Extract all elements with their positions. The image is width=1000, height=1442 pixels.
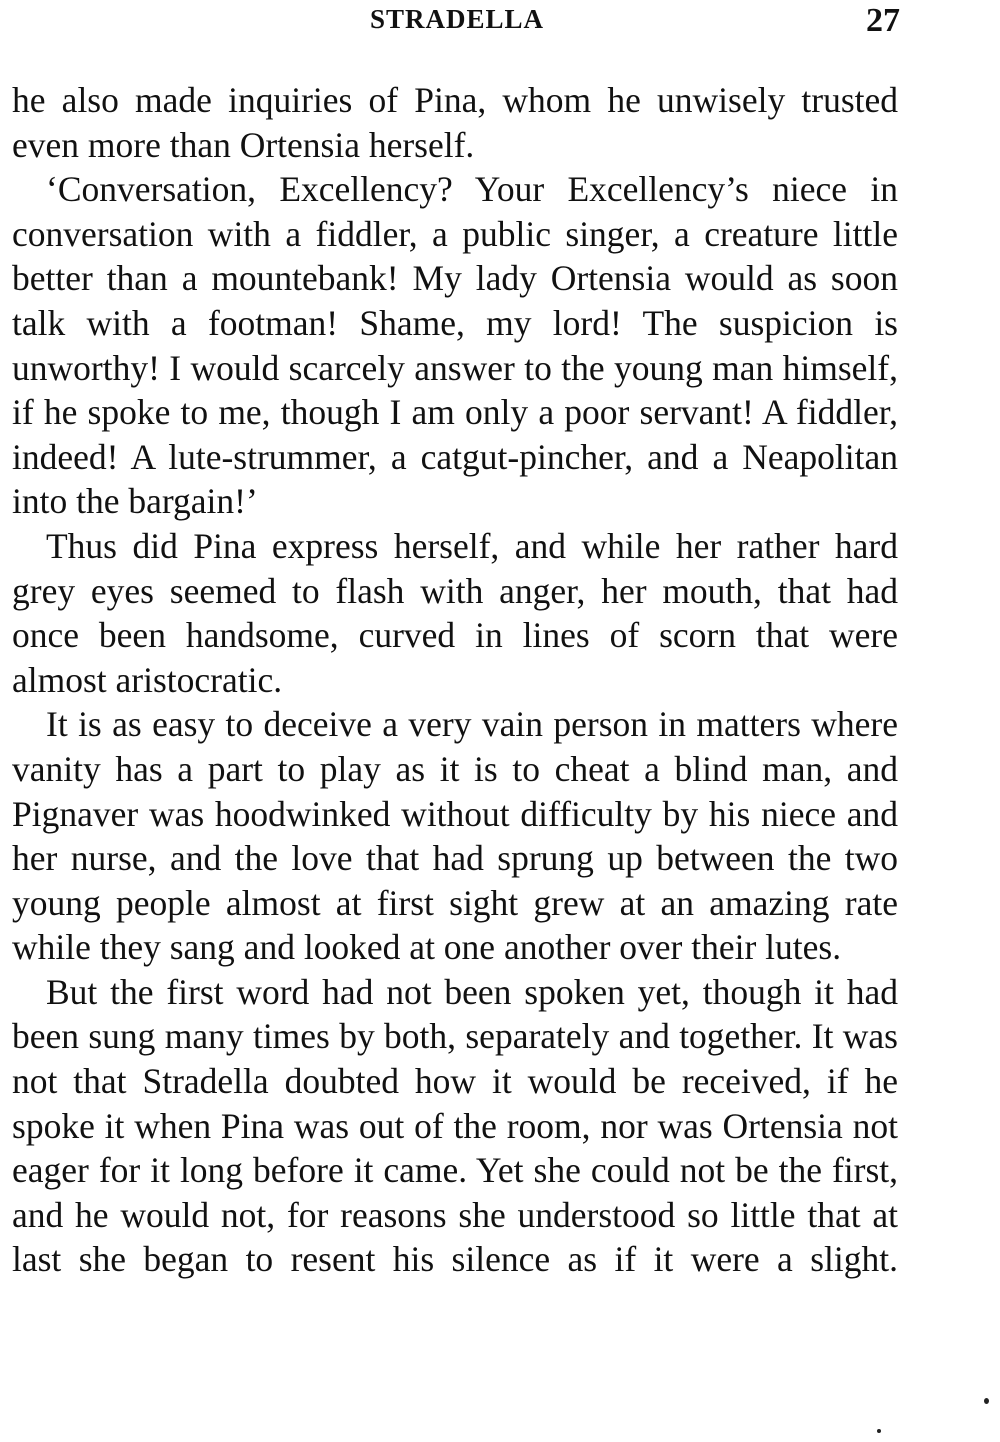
page-number: 27 bbox=[866, 2, 900, 39]
paragraph-deception: It is as easy to deceive a very vain person in matters where vanity has a part to play as it is to cheat a blind man, and Pignaver was hoodwinked without difficulty by his niece and her nurse, and the love that had sprung up between the two young people almost at first sight grew at an amazing rate while they sang and looked at one another over their lutes. bbox=[12, 704, 898, 968]
paragraph-first-word: But the first word had not been spoken yet, though it had been sung many times by both, separately and together. It was not that Stradella doubted how it would be received, if he spoke it when Pina was out of the room, nor was Ortensia not eager for it long before it came. Yet she could not be the first, and he would not, for reasons she understood so little that at last she began to resent his silence as if it were a slight. bbox=[12, 971, 898, 1280]
scan-speck bbox=[877, 1429, 881, 1433]
running-header bbox=[14, 2, 900, 42]
paragraph-continuation: he also made inquiries of Pina, whom he unwisely trusted even more than Ortensia herself. bbox=[12, 80, 898, 165]
running-title: STRADELLA bbox=[369, 4, 545, 34]
body-text bbox=[12, 78, 898, 1282]
paragraph-dialogue: ‘Conversation, Excellency? Your Excellency’s niece in conversation with a fiddler, a public singer, a creature little better than a mountebank! My lady Ortensia would as soon talk with a footman! Shame, my lord! The suspicion is unworthy! I would scarcely answer to the young man himself, if he spoke to me, though I am only a poor servant! A fiddler, indeed! A lute-strummer, a catgut-pincher, and a Neapolitan into the bargain!’ bbox=[12, 169, 898, 522]
paragraph-pina: Thus did Pina express herself, and while her rather hard grey eyes seemed to flash with anger, her mouth, that had once been handsome, curved in lines of scorn that were almost aristocratic. bbox=[12, 525, 898, 700]
scan-speck bbox=[984, 1398, 989, 1404]
